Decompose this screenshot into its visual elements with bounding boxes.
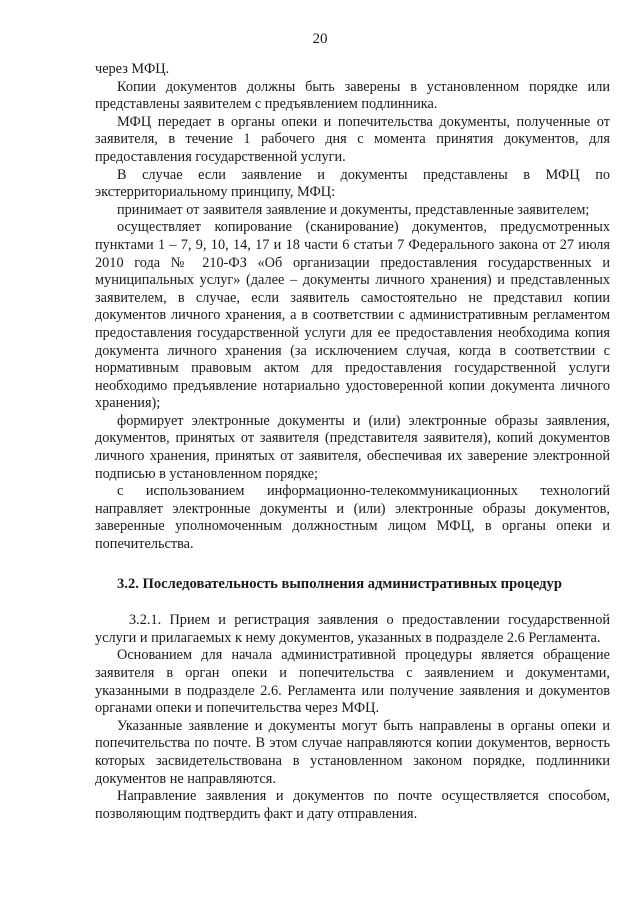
paragraph: принимает от заявителя заявление и документы, представленные заявителем; (117, 201, 590, 218)
paragraph: Копии документов должны быть заверены в установленном порядке или представлены заявителем с предъявлением подлинника. (95, 78, 610, 113)
paragraph: через МФЦ. (95, 61, 170, 77)
paragraph: 3.2.1. Прием и регистрация заявления о предоставлении государственной услуги и прилагаемых к нему документов, указанных в подразделе 2.6 Регламента. (95, 612, 610, 646)
paragraph: Основанием для начала административной процедуры является обращение заявителя в орган опеки и попечительства с заявлением и документами, указанными в подразделе 2.6. Регламента или получение заявления и документов органами опеки и попечительства через МФЦ. (95, 647, 610, 717)
paragraph: Указанные заявление и документы могут быть направлены в органы опеки и попечительства по почте. В этом случае направляются копии документов, верность которых засвидетельствована в установленном законом порядке, подлинники документов не направляются. (95, 717, 610, 787)
paragraph: формирует электронные документы и (или) электронные образы заявления, документов, принятых от заявителя (представителя заявителя), копий документов личного хранения, принятых от заявителя, обеспечивая их заверение электронной подписью в установленном порядке; (95, 412, 610, 482)
section-heading: 3.2. Последовательность выполнения административных процедур (117, 575, 562, 592)
paragraph: В случае если заявление и документы представлены в МФЦ по экстерриториальному принципу, МФЦ: (95, 166, 610, 201)
paragraph: Направление заявления и документов по почте осуществляется способом, позволяющим подтвердить факт и дату отправления. (95, 788, 610, 822)
paragraph: осуществляет копирование (сканирование) документов, предусмотренных пунктами 1 – 7, 9, 10, 14, 17 и 18 части 6 статьи 7 Федерального закона от 27 июля 2010 года № 210-ФЗ «Об организации предоставления государственных и муниципальных услуг» (далее – документы личного хранения) и представленных заявителем, в случае, если заявитель самостоятельно не представил копии документов личного хранения, а в соответствии с административным регламентом предоставления государственной услуги для ее предоставления необходима копия документа личного хранения (за исключением случая, когда в соответствии с нормативным правовым актом для предоставления государственной услуги необходимо предъявление нотариально удостоверенной копии документа личного хранения); (95, 219, 610, 412)
document-body (95, 61, 610, 823)
page-number: 20 (312, 31, 328, 47)
paragraph: МФЦ передает в органы опеки и попечительства документы, полученные от заявителя, в течение 1 рабочего дня с момента принятия документов, для предоставления государственной услуги. (95, 113, 610, 165)
paragraph: с использованием информационно-телекоммуникационных технологий направляет электронные документы и (или) электронные образы документов, заверенные уполномоченным должностным лицом МФЦ, в органы опеки и попечительства. (95, 483, 610, 553)
